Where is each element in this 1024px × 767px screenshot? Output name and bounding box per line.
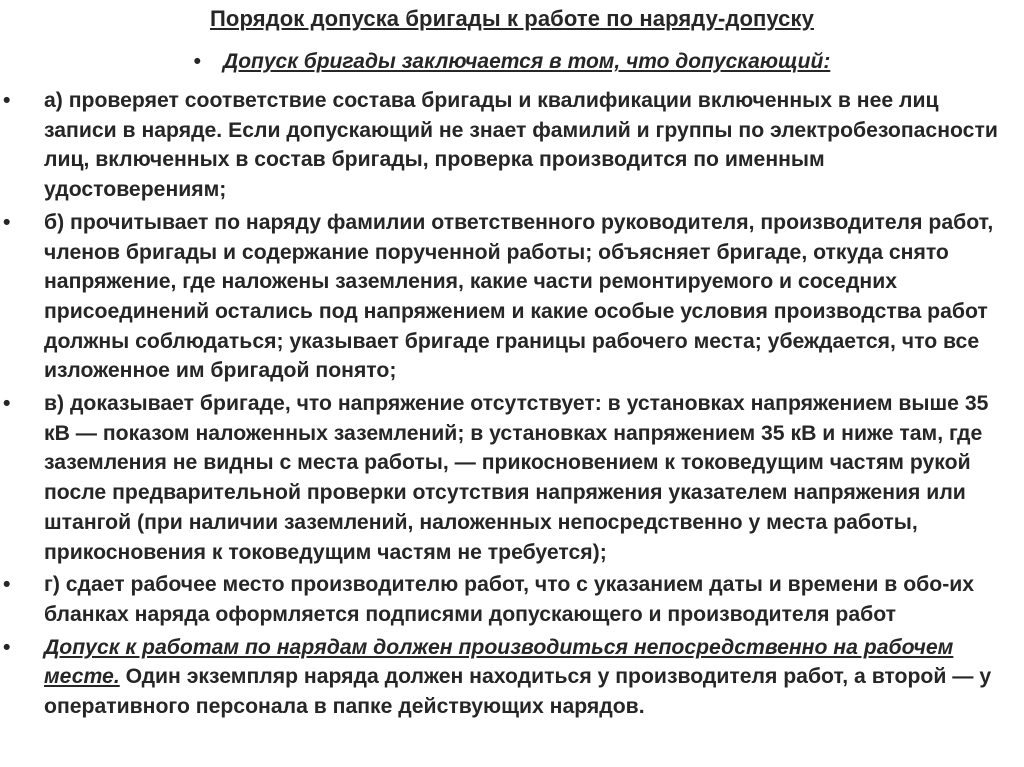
list-item-a — [0, 86, 1024, 205]
bullet-marker: • — [3, 392, 11, 416]
list-item-text: Один экземпляр наряда должен находиться у производителя работ, а второй — у оперативного персонала в папке действующих нарядов. — [44, 665, 992, 719]
bullet-marker: • — [3, 635, 11, 659]
bullet-list — [0, 86, 1024, 725]
subtitle-text: Допуск бригады заключается в том, что допускающий: — [223, 50, 831, 73]
list-item-last — [0, 633, 1024, 722]
emphasis-text: Допуск к работам по нарядам должен производиться непосредственно на рабочем месте. — [44, 635, 954, 689]
bullet-marker: • — [3, 573, 11, 597]
list-item-g — [0, 570, 1024, 629]
subtitle-row — [0, 50, 1024, 74]
list-item-text: б) прочитывает по наряду фамилии ответственного руководителя, производителя работ, членов бригады и содержание порученной работы; объясняет бригаде, откуда снято напряжение, где наложены заземления, какие части ремонтируемого и соседних присоединений остались под напряжением и какие особые условия производства работ должны соблюдаться; указывает бригаде границы рабочего места; убеждается, что все изложенное им бригадой понято; — [44, 210, 994, 383]
list-item-text: а) проверяет соответствие состава бригады и квалификации включенных в нее лиц записи в наряде. Если допускающий не знает фамилий и группы по электробезопасности лиц, включенных в состав бригады, проверка производится по именным удостоверениям; — [44, 89, 998, 202]
bullet-marker: • — [3, 89, 11, 112]
list-item-b — [0, 208, 1024, 386]
subtitle-bullet: • — [193, 50, 202, 73]
list-item-v — [0, 389, 1024, 567]
slide-title: Порядок допуска бригады к работе по наряду-допуску — [210, 6, 814, 31]
list-item-text: г) сдает рабочее место производителю работ, что с указанием даты и времени в обо-их бланках наряда оформляется подписями допускающего и производителя работ — [44, 573, 975, 626]
list-item-text: в) доказывает бригаде, что напряжение отсутствует: в установках напряжением выше 35 кВ — показом наложенных заземлений; в установках напряжением 35 кВ и ниже там, где заземления не видны с места работы, — прикосновением к токоведущим частям рукой после предварительной проверки отсутствия напряжения указателем напряжения или штангой (при наличии заземлений, наложенных непосредственно у места работы, прикосновения к токоведущим частям не требуется); — [44, 392, 989, 564]
bullet-marker: • — [3, 210, 11, 234]
